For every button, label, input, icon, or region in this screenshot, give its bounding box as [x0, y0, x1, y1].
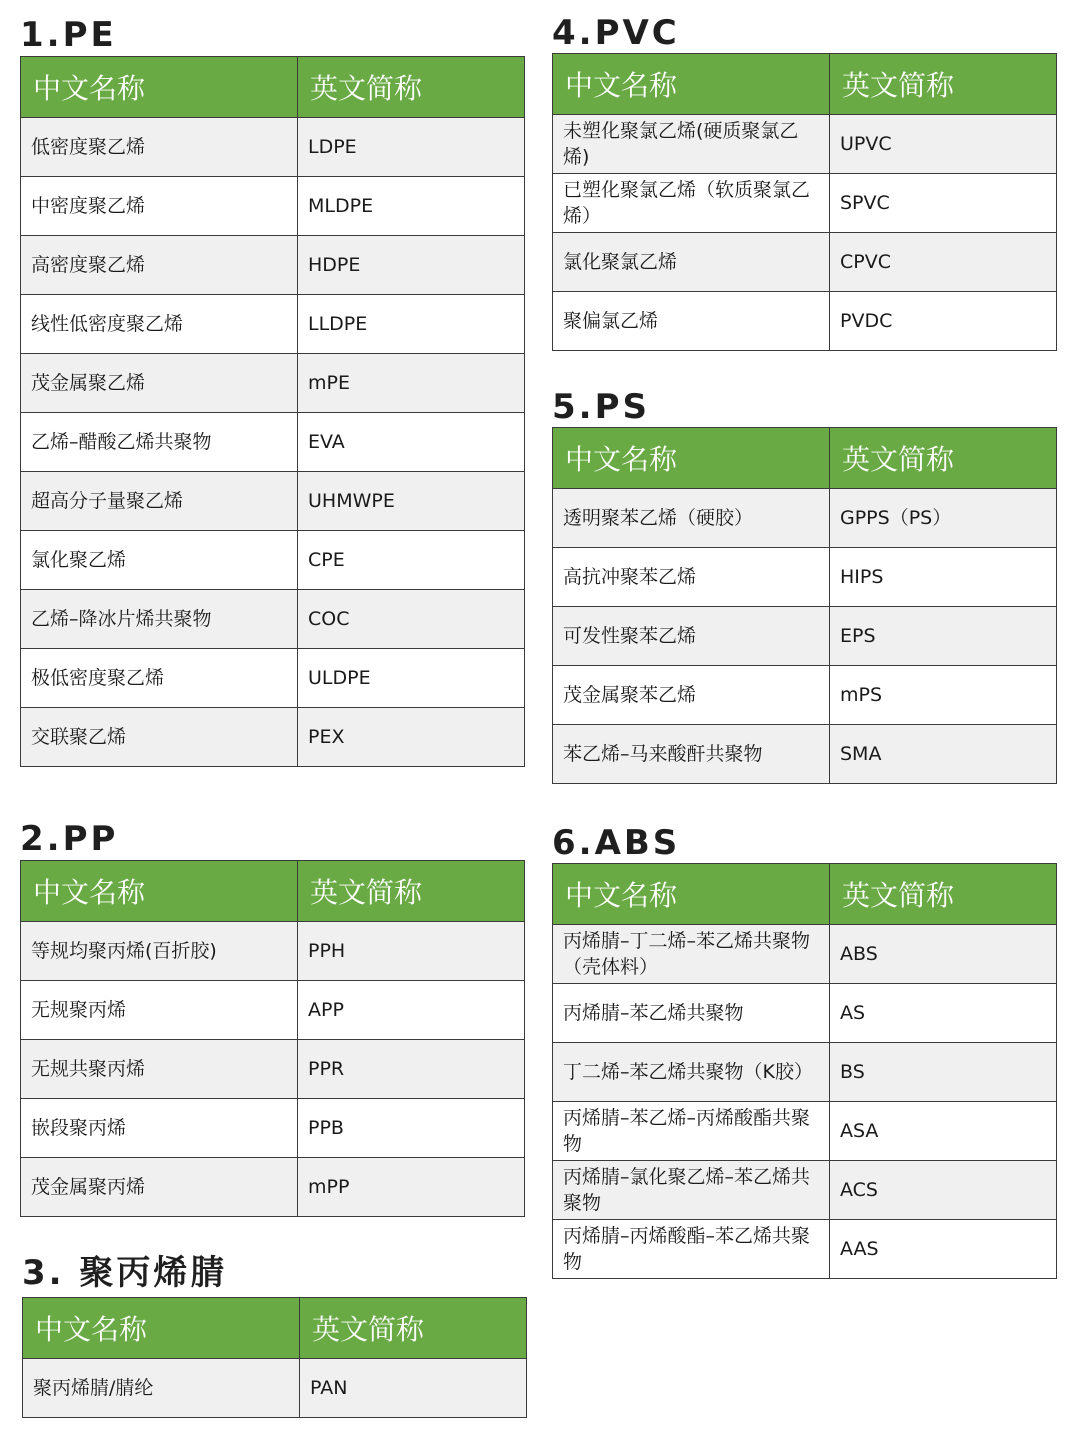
- table-row: [553, 666, 1057, 725]
- english-abbr-cell: CPVC: [830, 233, 1057, 292]
- chinese-name-cell: 茂金属聚乙烯: [21, 354, 298, 413]
- table-row: [21, 295, 525, 354]
- chinese-name-cell: 超高分子量聚乙烯: [21, 472, 298, 531]
- chinese-name-cell: 聚丙烯腈/腈纶: [23, 1359, 300, 1418]
- header-english-abbr: 英文简称: [830, 428, 1057, 489]
- table-row: [553, 115, 1057, 174]
- table-row: [21, 1040, 525, 1099]
- english-abbr-cell: PEX: [298, 708, 525, 767]
- english-abbr-cell: PVDC: [830, 292, 1057, 351]
- chinese-name-cell: 高抗冲聚苯乙烯: [553, 548, 830, 607]
- english-abbr-cell: APP: [298, 981, 525, 1040]
- chinese-name-cell: 丙烯腈–丁二烯–苯乙烯共聚物（壳体料）: [553, 925, 830, 984]
- table-row: [553, 233, 1057, 292]
- chinese-name-cell: 丙烯腈–丙烯酸酯–苯乙烯共聚物: [553, 1220, 830, 1279]
- english-abbr-cell: LLDPE: [298, 295, 525, 354]
- header-english-abbr: 英文简称: [830, 54, 1057, 115]
- pp-table: [20, 860, 525, 1217]
- english-abbr-cell: CPE: [298, 531, 525, 590]
- header-chinese-name: 中文名称: [21, 57, 298, 118]
- chinese-name-cell: 嵌段聚丙烯: [21, 1099, 298, 1158]
- table-row: [21, 472, 525, 531]
- chinese-name-cell: 未塑化聚氯乙烯(硬质聚氯乙烯): [553, 115, 830, 174]
- table-header-row: [23, 1298, 527, 1359]
- table-row: [553, 292, 1057, 351]
- table-header-row: [21, 861, 525, 922]
- table-header-row: [553, 428, 1057, 489]
- table-row: [21, 981, 525, 1040]
- header-english-abbr: 英文简称: [298, 861, 525, 922]
- header-chinese-name: 中文名称: [553, 864, 830, 925]
- chinese-name-cell: 等规均聚丙烯(百折胶): [21, 922, 298, 981]
- chinese-name-cell: 茂金属聚苯乙烯: [553, 666, 830, 725]
- english-abbr-cell: mPE: [298, 354, 525, 413]
- chinese-name-cell: 无规聚丙烯: [21, 981, 298, 1040]
- chinese-name-cell: 极低密度聚乙烯: [21, 649, 298, 708]
- english-abbr-cell: mPP: [298, 1158, 525, 1217]
- english-abbr-cell: SMA: [830, 725, 1057, 784]
- table-row: [21, 922, 525, 981]
- chinese-name-cell: 可发性聚苯乙烯: [553, 607, 830, 666]
- english-abbr-cell: ACS: [830, 1161, 1057, 1220]
- chinese-name-cell: 乙烯–醋酸乙烯共聚物: [21, 413, 298, 472]
- table-row: [21, 531, 525, 590]
- english-abbr-cell: BS: [830, 1043, 1057, 1102]
- table-row: [553, 1102, 1057, 1161]
- header-chinese-name: 中文名称: [21, 861, 298, 922]
- table-header-row: [21, 57, 525, 118]
- table-row: [21, 177, 525, 236]
- english-abbr-cell: HDPE: [298, 236, 525, 295]
- chinese-name-cell: 线性低密度聚乙烯: [21, 295, 298, 354]
- table-header-row: [553, 54, 1057, 115]
- table-row: [553, 489, 1057, 548]
- table-row: [553, 925, 1057, 984]
- table-row: [21, 1099, 525, 1158]
- chinese-name-cell: 苯乙烯–马来酸酐共聚物: [553, 725, 830, 784]
- chinese-name-cell: 交联聚乙烯: [21, 708, 298, 767]
- table-row: [21, 118, 525, 177]
- ps-table: [552, 427, 1057, 784]
- chinese-name-cell: 丁二烯–苯乙烯共聚物（K胶）: [553, 1043, 830, 1102]
- pvc-table: [552, 53, 1057, 351]
- table-row: [553, 174, 1057, 233]
- header-chinese-name: 中文名称: [23, 1298, 300, 1359]
- chinese-name-cell: 高密度聚乙烯: [21, 236, 298, 295]
- table-header-row: [553, 864, 1057, 925]
- english-abbr-cell: COC: [298, 590, 525, 649]
- chinese-name-cell: 氯化聚乙烯: [21, 531, 298, 590]
- header-chinese-name: 中文名称: [553, 428, 830, 489]
- header-chinese-name: 中文名称: [553, 54, 830, 115]
- english-abbr-cell: PPR: [298, 1040, 525, 1099]
- table-row: [553, 607, 1057, 666]
- section-title: 1.PE: [20, 15, 117, 55]
- english-abbr-cell: EPS: [830, 607, 1057, 666]
- table-row: [553, 548, 1057, 607]
- table-row: [21, 413, 525, 472]
- section-title: 3. 聚丙烯腈: [22, 1253, 228, 1293]
- english-abbr-cell: HIPS: [830, 548, 1057, 607]
- english-abbr-cell: PPH: [298, 922, 525, 981]
- english-abbr-cell: UPVC: [830, 115, 1057, 174]
- chinese-name-cell: 丙烯腈–苯乙烯共聚物: [553, 984, 830, 1043]
- section-title: 2.PP: [20, 819, 119, 859]
- english-abbr-cell: UHMWPE: [298, 472, 525, 531]
- chinese-name-cell: 丙烯腈–氯化聚乙烯–苯乙烯共聚物: [553, 1161, 830, 1220]
- header-english-abbr: 英文简称: [298, 57, 525, 118]
- english-abbr-cell: AAS: [830, 1220, 1057, 1279]
- abs-table: [552, 863, 1057, 1279]
- chinese-name-cell: 无规共聚丙烯: [21, 1040, 298, 1099]
- table-row: [553, 984, 1057, 1043]
- section-title: 4.PVC: [552, 13, 680, 53]
- english-abbr-cell: LDPE: [298, 118, 525, 177]
- english-abbr-cell: PPB: [298, 1099, 525, 1158]
- table-row: [21, 590, 525, 649]
- chinese-name-cell: 中密度聚乙烯: [21, 177, 298, 236]
- table-row: [21, 649, 525, 708]
- english-abbr-cell: SPVC: [830, 174, 1057, 233]
- english-abbr-cell: mPS: [830, 666, 1057, 725]
- chinese-name-cell: 茂金属聚丙烯: [21, 1158, 298, 1217]
- pe-table: [20, 56, 525, 767]
- table-row: [21, 708, 525, 767]
- section-title: 5.PS: [552, 387, 650, 427]
- english-abbr-cell: ULDPE: [298, 649, 525, 708]
- english-abbr-cell: PAN: [300, 1359, 527, 1418]
- chinese-name-cell: 透明聚苯乙烯（硬胶）: [553, 489, 830, 548]
- english-abbr-cell: MLDPE: [298, 177, 525, 236]
- english-abbr-cell: ABS: [830, 925, 1057, 984]
- chinese-name-cell: 低密度聚乙烯: [21, 118, 298, 177]
- english-abbr-cell: GPPS（PS）: [830, 489, 1057, 548]
- chinese-name-cell: 乙烯–降冰片烯共聚物: [21, 590, 298, 649]
- english-abbr-cell: ASA: [830, 1102, 1057, 1161]
- chinese-name-cell: 聚偏氯乙烯: [553, 292, 830, 351]
- english-abbr-cell: EVA: [298, 413, 525, 472]
- header-english-abbr: 英文简称: [830, 864, 1057, 925]
- header-english-abbr: 英文简称: [300, 1298, 527, 1359]
- table-row: [21, 1158, 525, 1217]
- section-title: 6.ABS: [552, 823, 681, 863]
- table-row: [553, 725, 1057, 784]
- table-row: [21, 236, 525, 295]
- table-row: [553, 1043, 1057, 1102]
- table-row: [553, 1161, 1057, 1220]
- english-abbr-cell: AS: [830, 984, 1057, 1043]
- table-row: [21, 354, 525, 413]
- table-row: [553, 1220, 1057, 1279]
- chinese-name-cell: 丙烯腈–苯乙烯–丙烯酸酯共聚物: [553, 1102, 830, 1161]
- chinese-name-cell: 氯化聚氯乙烯: [553, 233, 830, 292]
- pan-table: [22, 1297, 527, 1418]
- chinese-name-cell: 已塑化聚氯乙烯（软质聚氯乙烯）: [553, 174, 830, 233]
- table-row: [23, 1359, 527, 1418]
